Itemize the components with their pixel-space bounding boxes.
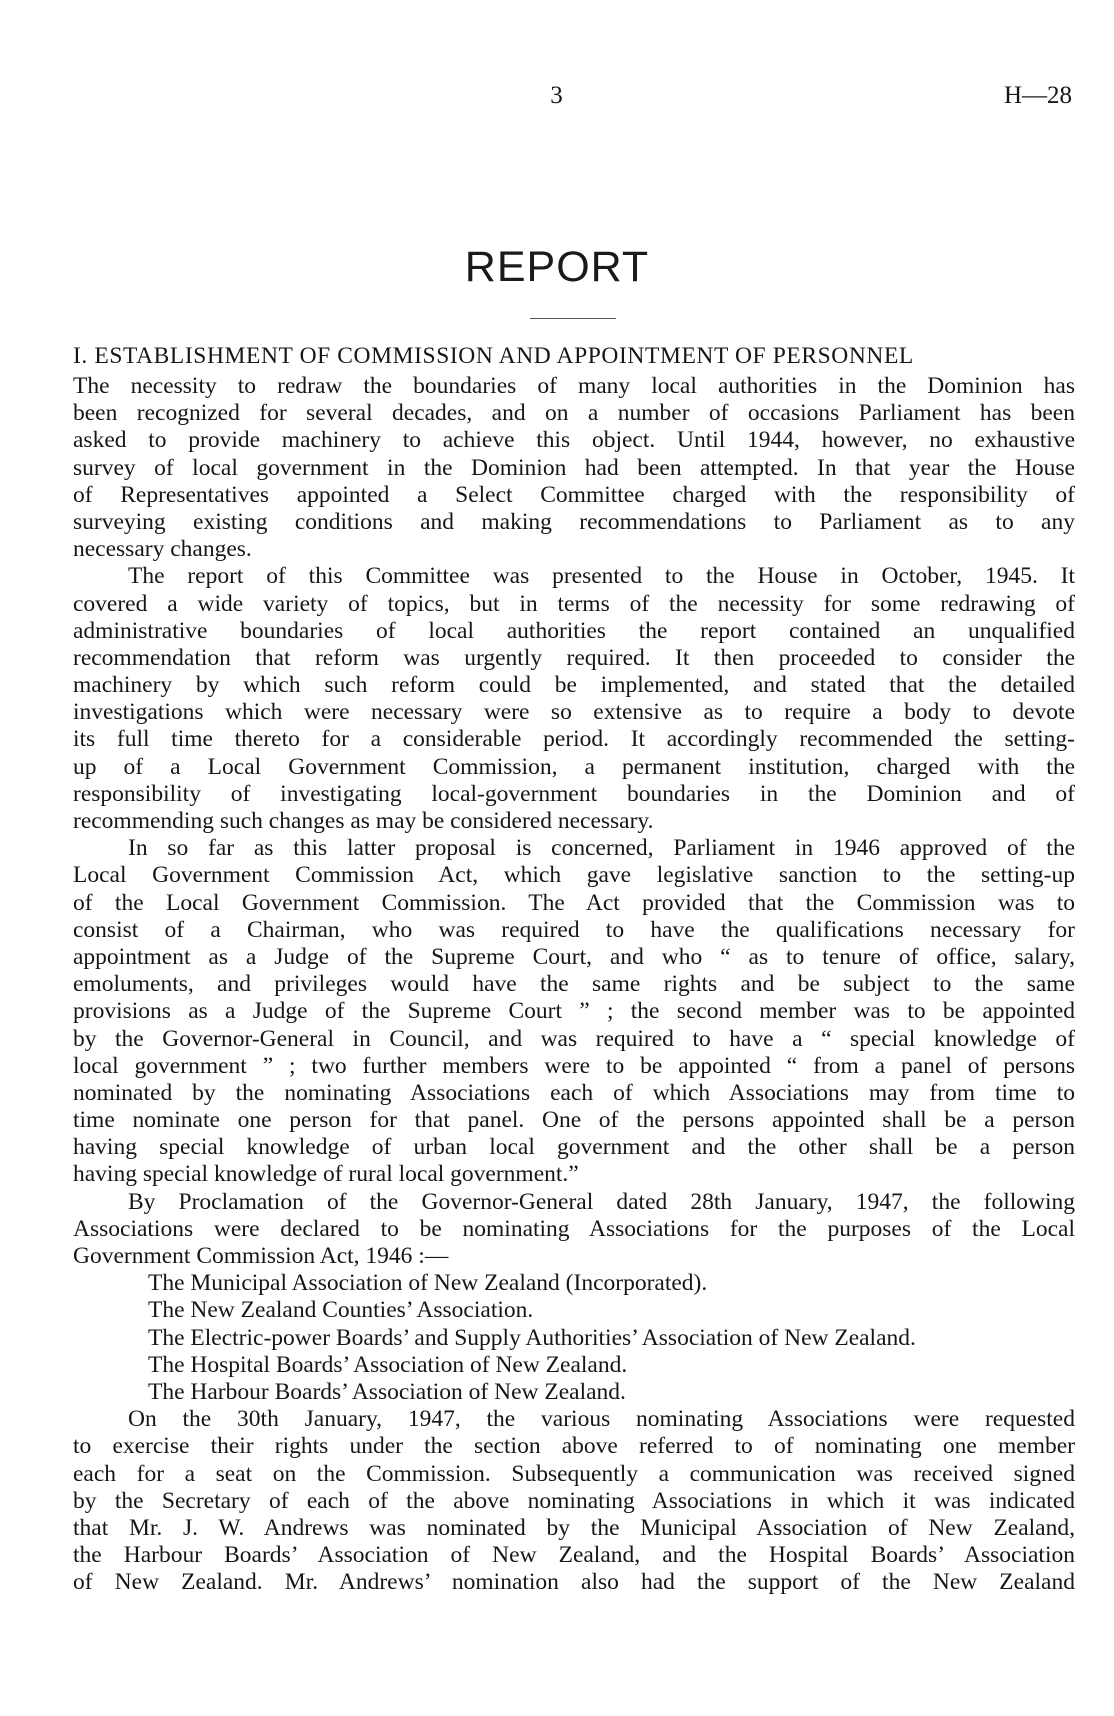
text-line: The necessity to redraw the boundaries of many local authorities in the Dominion has	[73, 373, 1075, 399]
title-divider	[530, 318, 616, 319]
text-line: The report of this Committee was presented to the House in October, 1945. It	[128, 563, 1075, 590]
text-line: investigations which were necessary were so extensive as to require a body to devote	[73, 699, 1075, 726]
text-line: local government ” ; two further members were to be appointed “ from a panel of persons	[73, 1052, 1075, 1079]
text-line: recommending such changes as may be considered necessary.	[73, 808, 654, 834]
text-line: necessary changes.	[73, 536, 252, 563]
text-line: emoluments, and privileges would have the same rights and be subject to the same	[73, 971, 1075, 998]
text-line: surveying existing conditions and making recommendations to Parliament as to any	[73, 508, 1075, 535]
list-item: The Municipal Association of New Zealand (Incorporated).	[148, 1270, 708, 1297]
page-number: 3	[550, 82, 564, 109]
text-line: machinery by which such reform could be implemented, and stated that the detailed	[73, 672, 1075, 699]
text-line: been recognized for several decades, and on a number of occasions Parliament has been	[73, 400, 1075, 427]
text-line: appointment as a Judge of the Supreme Court, and who “ as to tenure of office, salary,	[73, 943, 1075, 970]
text-line: On the 30th January, 1947, the various nominating Associations were requested	[128, 1406, 1075, 1433]
text-line: Associations were declared to be nominating Associations for the purposes of the Local	[73, 1215, 1075, 1242]
text-line: each for a seat on the Commission. Subsequently a communication was received signed	[73, 1460, 1075, 1487]
text-line: Local Government Commission Act, which gave legislative sanction to the setting-up	[73, 862, 1075, 889]
list-item: The Hospital Boards’ Association of New Zealand.	[148, 1351, 628, 1378]
text-line: recommendation that reform was urgently required. It then proceeded to consider the	[73, 644, 1075, 671]
text-line: Government Commission Act, 1946 :—	[73, 1243, 449, 1269]
text-line: that Mr. J. W. Andrews was nominated by the Municipal Association of New Zealand,	[73, 1514, 1075, 1541]
text-line: having special knowledge of urban local government and the other shall be a person	[73, 1134, 1075, 1161]
text-line: In so far as this latter proposal is concerned, Parliament in 1946 approved of the	[128, 835, 1075, 862]
text-line: consist of a Chairman, who was required to have the qualifications necessary for	[73, 916, 1075, 943]
text-line: its full time thereto for a considerable period. It accordingly recommended the setting-	[73, 726, 1075, 753]
page-title: REPORT	[464, 243, 650, 291]
text-line: asked to provide machinery to achieve this object. Until 1944, however, no exhaustive	[73, 427, 1075, 454]
section-heading: I. ESTABLISHMENT OF COMMISSION AND APPOINTMENT OF PERSONNEL	[73, 343, 914, 369]
text-line: survey of local government in the Dominion had been attempted. In that year the House	[73, 454, 1075, 481]
text-line: time nominate one person for that panel. One of the persons appointed shall be a person	[73, 1107, 1075, 1134]
text-line: having special knowledge of rural local government.”	[73, 1161, 579, 1188]
text-line: covered a wide variety of topics, but in terms of the necessity for some redrawing of	[73, 590, 1075, 617]
document-id: H—28	[1003, 82, 1072, 109]
list-item: The New Zealand Counties’ Association.	[148, 1297, 534, 1324]
text-line: By Proclamation of the Governor-General dated 28th January, 1947, the following	[128, 1188, 1075, 1215]
body-text	[73, 373, 1075, 1596]
list-item: The Electric-power Boards’ and Supply Authorities’ Association of New Zealand.	[148, 1324, 916, 1351]
text-line: of New Zealand. Mr. Andrews’ nomination also had the support of the New Zealand	[73, 1569, 1075, 1596]
text-line: up of a Local Government Commission, a permanent institution, charged with the	[73, 753, 1075, 780]
list-item: The Harbour Boards’ Association of New Zealand.	[148, 1378, 626, 1405]
text-line: nominated by the nominating Associations each of which Associations may from time to	[73, 1079, 1075, 1106]
text-line: administrative boundaries of local authorities the report contained an unqualified	[73, 617, 1075, 644]
text-line: of the Local Government Commission. The Act provided that the Commission was to	[73, 889, 1075, 916]
text-line: by the Governor-General in Council, and was required to have a “ special knowledge of	[73, 1025, 1075, 1052]
text-line: to exercise their rights under the section above referred to of nominating one member	[73, 1433, 1075, 1460]
text-line: of Representatives appointed a Select Committee charged with the responsibility of	[73, 481, 1075, 508]
text-line: the Harbour Boards’ Association of New Zealand, and the Hospital Boards’ Association	[73, 1542, 1075, 1569]
text-line: by the Secretary of each of the above nominating Associations in which it was indicated	[73, 1487, 1075, 1514]
text-line: responsibility of investigating local-government boundaries in the Dominion and of	[73, 780, 1075, 807]
text-line: provisions as a Judge of the Supreme Court ” ; the second member was to be appointed	[73, 998, 1075, 1025]
